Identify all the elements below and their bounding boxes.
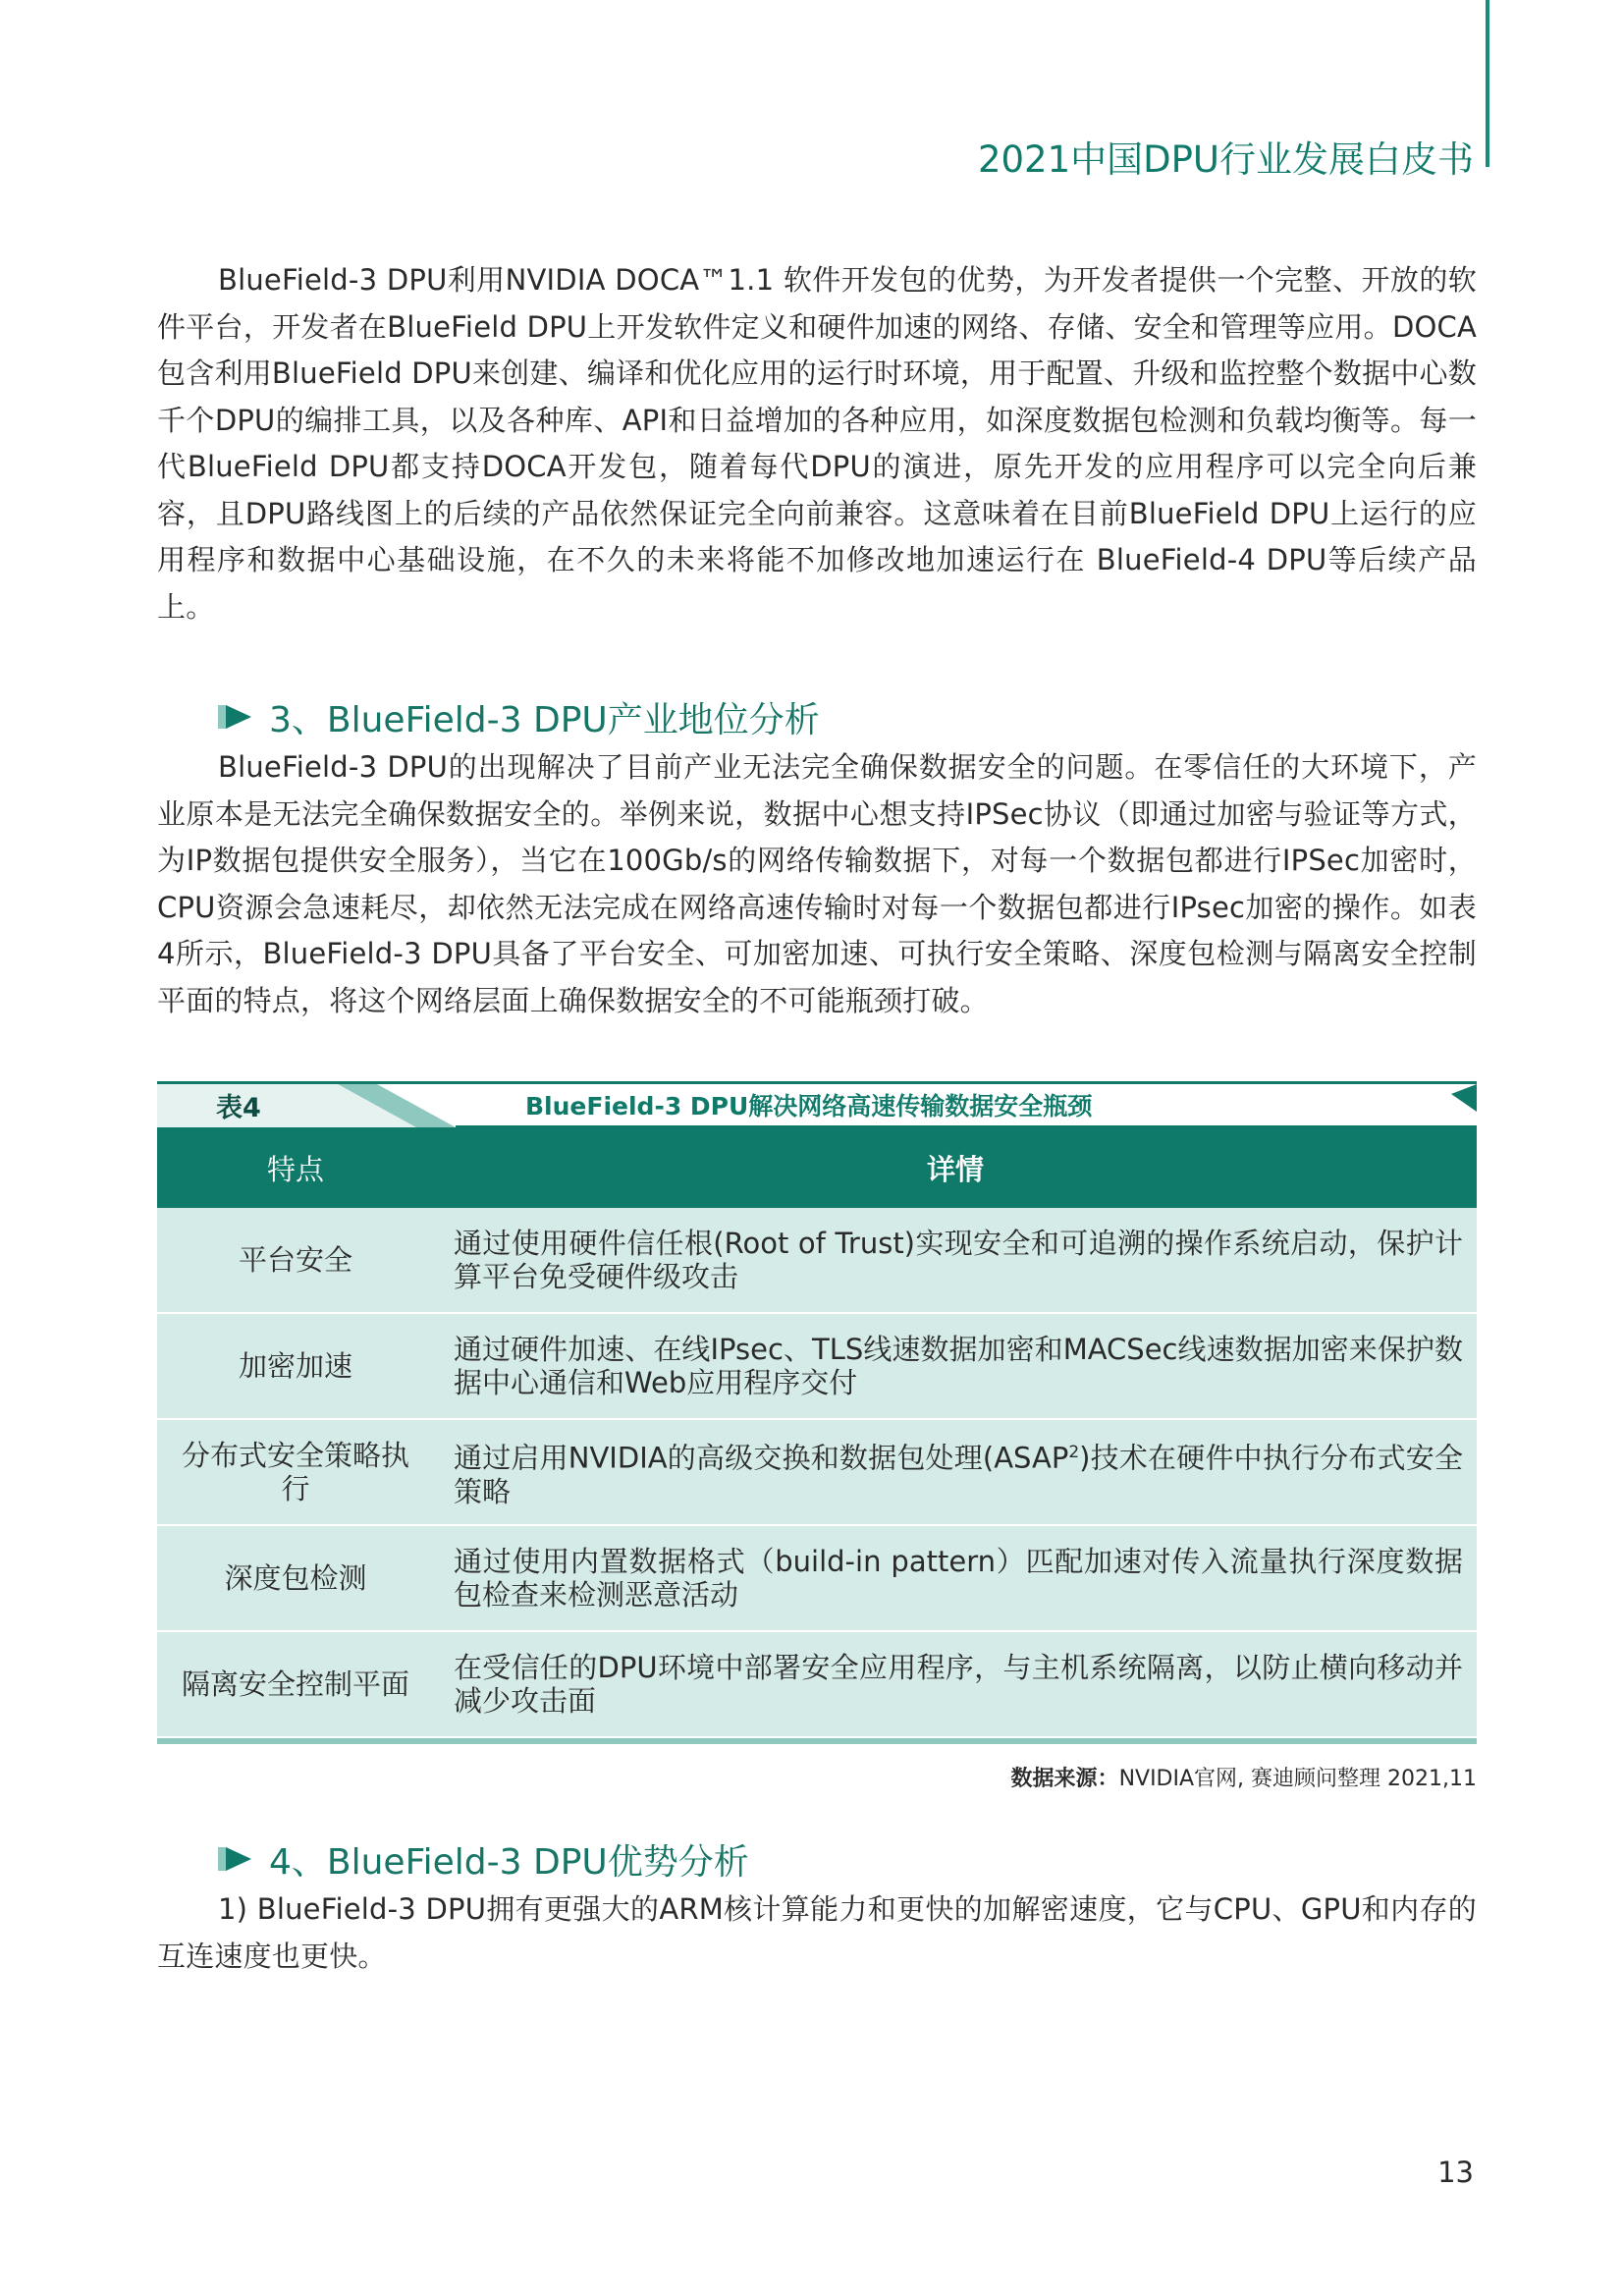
header-feature: 特点	[157, 1127, 434, 1208]
play-arrow-icon	[216, 703, 255, 731]
cell-detail: 通过使用内置数据格式（build-in pattern）匹配加速对传入流量执行深度数据包检查来检测恶意活动	[434, 1525, 1477, 1631]
paragraph-security: BlueField-3 DPU的出现解决了目前产业无法完全确保数据安全的问题。在零信任的大环境下，产业原本是无法完全确保数据安全的。举例来说，数据中心想支持IPSec协议（即通过加密与验证等方式，为IP数据包提供安全服务），当它在100Gb/s的网络传输数据下，对每一个数据包都进行IPSec加密时，CPU资源会急速耗尽，却依然无法完成在网络高速传输时对每一个数据包都进行IPsec加密的操作。如表4所示，BlueField-3 DPU具备了平台安全、可加密加速、可执行安全策略、深度包检测与隔离安全控制平面的特点，将这个网络层面上确保数据安全的不可能瓶颈打破。	[157, 750, 1477, 1017]
table-header-row	[157, 1127, 1477, 1208]
section-heading-4-text: 4、BlueField-3 DPU优势分析	[269, 1841, 749, 1883]
table-bottom-rule	[157, 1738, 1477, 1744]
cell-detail-pre: 通过启用NVIDIA的高级交换和数据包处理(ASAP	[454, 1441, 1069, 1475]
header-divider-line	[1486, 0, 1489, 167]
table-row	[157, 1525, 1477, 1631]
page-header-title: 2021中国DPU行业发展白皮书	[977, 138, 1474, 181]
cell-detail	[434, 1419, 1477, 1525]
paragraph-advantage: 1) BlueField-3 DPU拥有更强大的ARM核计算能力和更快的加解密速度，它与CPU、GPU和内存的互连速度也更快。	[157, 1892, 1477, 1973]
section-heading-3	[216, 689, 1477, 744]
play-arrow-icon	[216, 1845, 255, 1873]
section-heading-4	[216, 1831, 1477, 1886]
source-label: 数据来源：	[1010, 1767, 1119, 1791]
main-content	[157, 257, 1477, 1980]
page-number: 13	[1437, 2156, 1474, 2189]
cell-feature: 平台安全	[157, 1208, 434, 1313]
cell-detail-post: )技术在硬件中执行分布式安全策略	[454, 1441, 1463, 1508]
cell-feature: 加密加速	[157, 1313, 434, 1419]
header-detail: 详情	[434, 1127, 1477, 1208]
cell-detail: 在受信任的DPU环境中部署安全应用程序，与主机系统隔离，以防止横向移动并减少攻击面	[434, 1631, 1477, 1737]
cell-detail: 通过使用硬件信任根(Root of Trust)实现安全和可追溯的操作系统启动，保护计算平台免受硬件级攻击	[434, 1208, 1477, 1313]
table-row	[157, 1419, 1477, 1525]
cell-feature: 隔离安全控制平面	[157, 1631, 434, 1737]
table-row	[157, 1313, 1477, 1419]
table-label: 表4	[216, 1093, 261, 1123]
table-title: BlueField-3 DPU解决网络高速传输数据安全瓶颈	[525, 1092, 1093, 1121]
table-source	[157, 1762, 1477, 1792]
table-caption-bar	[157, 1081, 1477, 1127]
cell-feature: 分布式安全策略执行	[157, 1419, 434, 1525]
cell-feature: 深度包检测	[157, 1525, 434, 1631]
cell-detail: 通过硬件加速、在线IPsec、TLS线速数据加密和MACSec线速数据加密来保护数据中心通信和Web应用程序交付	[434, 1313, 1477, 1419]
paragraph-doca: BlueField-3 DPU利用NVIDIA DOCA™1.1 软件开发包的优势，为开发者提供一个完整、开放的软件平台，开发者在BlueField DPU上开发软件定义和硬件加速的网络、存储、安全和管理等应用。DOCA包含利用BlueField DPU来创建、编译和优化应用的运行时环境，用于配置、升级和监控整个数据中心数千个DPU的编排工具，以及各种库、API和日益增加的各种应用，如深度数据包检测和负载均衡等。每一代BlueField DPU都支持DOCA开发包，随着每代DPU的演进，原先开发的应用程序可以完全向后兼容，且DPU路线图上的后续的产品依然保证完全向前兼容。这意味着在目前BlueField DPU上运行的应用程序和数据中心基础设施，在不久的未来将能不加修改地加速运行在 BlueField-4 DPU等后续产品上。	[157, 263, 1477, 624]
data-table	[157, 1127, 1477, 1738]
table-4	[157, 1081, 1477, 1792]
section-heading-3-text: 3、BlueField-3 DPU产业地位分析	[269, 699, 820, 740]
source-text: NVIDIA官网, 赛迪顾问整理 2021,11	[1118, 1767, 1477, 1791]
table-row	[157, 1208, 1477, 1313]
table-row	[157, 1631, 1477, 1737]
cell-detail-sup: 2	[1068, 1443, 1080, 1463]
